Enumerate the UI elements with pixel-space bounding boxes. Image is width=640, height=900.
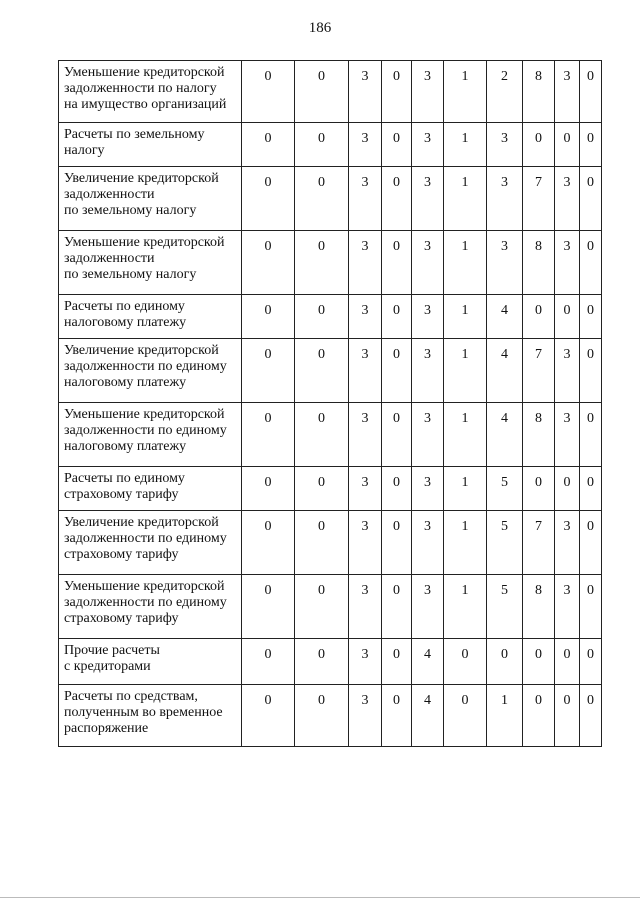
code-digit-cell: 0 bbox=[295, 403, 349, 467]
code-digit-cell: 0 bbox=[382, 61, 412, 123]
code-digit-cell: 0 bbox=[523, 295, 555, 339]
code-digit-cell: 3 bbox=[412, 295, 444, 339]
code-digit-cell: 1 bbox=[444, 295, 487, 339]
table-row bbox=[59, 403, 602, 467]
code-digit-cell: 0 bbox=[555, 123, 580, 167]
code-digit-cell: 3 bbox=[555, 511, 580, 575]
code-digit-cell: 0 bbox=[295, 167, 349, 231]
row-label-line: по земельному налогу bbox=[64, 267, 197, 282]
code-digit-cell: 1 bbox=[444, 339, 487, 403]
code-digit-cell: 0 bbox=[580, 511, 602, 575]
code-digit-cell: 0 bbox=[555, 295, 580, 339]
code-digit-cell: 0 bbox=[382, 403, 412, 467]
row-label-line: задолженности по единому bbox=[64, 423, 227, 438]
row-label-line: Расчеты по средствам, bbox=[64, 689, 198, 704]
row-label bbox=[59, 685, 242, 747]
row-label-line: полученным во временное bbox=[64, 705, 223, 720]
code-digit-cell: 0 bbox=[242, 639, 295, 685]
row-label bbox=[59, 167, 242, 231]
table-row bbox=[59, 511, 602, 575]
code-digit-cell: 3 bbox=[412, 403, 444, 467]
code-digit-cell: 3 bbox=[349, 639, 382, 685]
code-digit-cell: 8 bbox=[523, 231, 555, 295]
row-label-line: Увеличение кредиторской bbox=[64, 343, 219, 358]
row-label bbox=[59, 231, 242, 295]
code-digit-cell: 0 bbox=[382, 467, 412, 511]
code-digit-cell: 0 bbox=[295, 61, 349, 123]
code-digit-cell: 5 bbox=[487, 511, 523, 575]
row-label-line: Расчеты по единому bbox=[64, 471, 185, 486]
table-row bbox=[59, 467, 602, 511]
code-digit-cell: 3 bbox=[349, 295, 382, 339]
code-digit-cell: 3 bbox=[349, 167, 382, 231]
code-digit-cell: 3 bbox=[555, 231, 580, 295]
code-digit-cell: 1 bbox=[444, 403, 487, 467]
code-digit-cell: 0 bbox=[580, 231, 602, 295]
code-digit-cell: 0 bbox=[580, 467, 602, 511]
code-digit-cell: 3 bbox=[555, 575, 580, 639]
code-digit-cell: 3 bbox=[412, 339, 444, 403]
code-digit-cell: 3 bbox=[412, 511, 444, 575]
code-digit-cell: 0 bbox=[580, 339, 602, 403]
code-digit-cell: 8 bbox=[523, 403, 555, 467]
code-digit-cell: 3 bbox=[349, 61, 382, 123]
code-digit-cell: 5 bbox=[487, 467, 523, 511]
table-row bbox=[59, 575, 602, 639]
code-digit-cell: 3 bbox=[349, 403, 382, 467]
code-digit-cell: 4 bbox=[487, 339, 523, 403]
row-label-line: Уменьшение кредиторской bbox=[64, 407, 225, 422]
code-digit-cell: 3 bbox=[487, 167, 523, 231]
code-digit-cell: 3 bbox=[349, 339, 382, 403]
code-digit-cell: 0 bbox=[242, 575, 295, 639]
row-label-line: Прочие расчеты bbox=[64, 643, 160, 658]
row-label-line: задолженности по единому bbox=[64, 531, 227, 546]
row-label-line: задолженности bbox=[64, 251, 155, 266]
code-digit-cell: 0 bbox=[523, 123, 555, 167]
code-digit-cell: 0 bbox=[555, 685, 580, 747]
code-digit-cell: 7 bbox=[523, 167, 555, 231]
code-digit-cell: 7 bbox=[523, 339, 555, 403]
row-label bbox=[59, 467, 242, 511]
code-digit-cell: 1 bbox=[444, 61, 487, 123]
code-digit-cell: 0 bbox=[295, 467, 349, 511]
code-digit-cell: 0 bbox=[444, 639, 487, 685]
code-digit-cell: 7 bbox=[523, 511, 555, 575]
code-digit-cell: 3 bbox=[349, 511, 382, 575]
code-digit-cell: 0 bbox=[580, 61, 602, 123]
code-digit-cell: 0 bbox=[444, 685, 487, 747]
code-digit-cell: 0 bbox=[580, 403, 602, 467]
row-label bbox=[59, 339, 242, 403]
code-digit-cell: 3 bbox=[349, 231, 382, 295]
code-digit-cell: 0 bbox=[382, 123, 412, 167]
code-digit-cell: 0 bbox=[555, 467, 580, 511]
code-digit-cell: 1 bbox=[444, 167, 487, 231]
code-digit-cell: 0 bbox=[382, 639, 412, 685]
code-digit-cell: 0 bbox=[580, 575, 602, 639]
row-label bbox=[59, 639, 242, 685]
row-label-line: Увеличение кредиторской bbox=[64, 171, 219, 186]
code-digit-cell: 1 bbox=[444, 123, 487, 167]
code-digit-cell: 0 bbox=[487, 639, 523, 685]
row-label-line: Уменьшение кредиторской bbox=[64, 579, 225, 594]
code-digit-cell: 4 bbox=[487, 403, 523, 467]
code-digit-cell: 0 bbox=[555, 639, 580, 685]
code-digit-cell: 3 bbox=[487, 123, 523, 167]
code-digit-cell: 0 bbox=[242, 511, 295, 575]
scan-bottom-edge bbox=[0, 897, 640, 898]
table-row bbox=[59, 231, 602, 295]
code-digit-cell: 3 bbox=[412, 231, 444, 295]
row-label-line: страховому тарифу bbox=[64, 487, 179, 502]
row-label-line: распоряжение bbox=[64, 721, 149, 736]
code-digit-cell: 1 bbox=[487, 685, 523, 747]
row-label-line: задолженности по единому bbox=[64, 595, 227, 610]
table-row bbox=[59, 167, 602, 231]
code-digit-cell: 4 bbox=[487, 295, 523, 339]
code-digit-cell: 0 bbox=[580, 685, 602, 747]
code-digit-cell: 3 bbox=[349, 467, 382, 511]
code-digit-cell: 3 bbox=[412, 123, 444, 167]
code-digit-cell: 0 bbox=[382, 295, 412, 339]
code-digit-cell: 0 bbox=[523, 639, 555, 685]
code-digit-cell: 0 bbox=[242, 123, 295, 167]
row-label-line: с кредиторами bbox=[64, 659, 151, 674]
code-digit-cell: 3 bbox=[555, 339, 580, 403]
code-digit-cell: 3 bbox=[412, 61, 444, 123]
code-digit-cell: 0 bbox=[580, 123, 602, 167]
code-digit-cell: 1 bbox=[444, 467, 487, 511]
code-digit-cell: 1 bbox=[444, 511, 487, 575]
code-digit-cell: 0 bbox=[382, 339, 412, 403]
code-digit-cell: 0 bbox=[295, 511, 349, 575]
row-label-line: налоговому платежу bbox=[64, 375, 187, 390]
code-digit-cell: 0 bbox=[295, 123, 349, 167]
row-label bbox=[59, 511, 242, 575]
code-digit-cell: 0 bbox=[295, 639, 349, 685]
code-digit-cell: 8 bbox=[523, 575, 555, 639]
code-digit-cell: 0 bbox=[242, 339, 295, 403]
row-label-line: по земельному налогу bbox=[64, 203, 197, 218]
code-digit-cell: 0 bbox=[382, 231, 412, 295]
code-digit-cell: 0 bbox=[295, 339, 349, 403]
row-label-line: Расчеты по единому bbox=[64, 299, 185, 314]
code-digit-cell: 0 bbox=[580, 167, 602, 231]
code-digit-cell: 0 bbox=[242, 403, 295, 467]
code-digit-cell: 0 bbox=[382, 511, 412, 575]
code-digit-cell: 5 bbox=[487, 575, 523, 639]
code-digit-cell: 3 bbox=[555, 61, 580, 123]
table-row bbox=[59, 639, 602, 685]
code-digit-cell: 0 bbox=[580, 639, 602, 685]
table-row bbox=[59, 123, 602, 167]
table-row bbox=[59, 339, 602, 403]
code-digit-cell: 2 bbox=[487, 61, 523, 123]
code-digit-cell: 0 bbox=[295, 685, 349, 747]
code-digit-cell: 1 bbox=[444, 231, 487, 295]
code-digit-cell: 0 bbox=[523, 685, 555, 747]
code-digit-cell: 3 bbox=[349, 575, 382, 639]
code-digit-cell: 3 bbox=[487, 231, 523, 295]
code-digit-cell: 0 bbox=[295, 295, 349, 339]
code-digit-cell: 0 bbox=[242, 685, 295, 747]
row-label-line: налогу bbox=[64, 143, 105, 158]
table-row bbox=[59, 685, 602, 747]
code-digit-cell: 0 bbox=[382, 575, 412, 639]
code-digit-cell: 3 bbox=[349, 123, 382, 167]
code-digit-cell: 0 bbox=[523, 467, 555, 511]
code-digit-cell: 3 bbox=[412, 575, 444, 639]
row-label bbox=[59, 295, 242, 339]
row-label-line: на имущество организаций bbox=[64, 97, 227, 112]
row-label-line: страховому тарифу bbox=[64, 547, 179, 562]
code-digit-cell: 3 bbox=[412, 167, 444, 231]
code-digit-cell: 3 bbox=[555, 403, 580, 467]
code-digit-cell: 3 bbox=[349, 685, 382, 747]
code-digit-cell: 0 bbox=[242, 467, 295, 511]
page-number: 186 bbox=[308, 20, 332, 36]
row-label bbox=[59, 123, 242, 167]
code-digit-cell: 8 bbox=[523, 61, 555, 123]
code-digit-cell: 4 bbox=[412, 685, 444, 747]
row-label-line: Увеличение кредиторской bbox=[64, 515, 219, 530]
row-label-line: задолженности по налогу bbox=[64, 81, 217, 96]
row-label-line: налоговому платежу bbox=[64, 439, 187, 454]
row-label-line: Уменьшение кредиторской bbox=[64, 235, 225, 250]
code-digit-cell: 0 bbox=[295, 575, 349, 639]
code-digit-cell: 0 bbox=[580, 295, 602, 339]
code-digit-cell: 4 bbox=[412, 639, 444, 685]
row-label-line: Уменьшение кредиторской bbox=[64, 65, 225, 80]
code-digit-cell: 0 bbox=[382, 167, 412, 231]
row-label-line: страховому тарифу bbox=[64, 611, 179, 626]
code-digit-cell: 3 bbox=[555, 167, 580, 231]
row-label bbox=[59, 403, 242, 467]
row-label-line: задолженности по единому bbox=[64, 359, 227, 374]
code-digit-cell: 0 bbox=[242, 167, 295, 231]
row-label bbox=[59, 575, 242, 639]
table-row bbox=[59, 61, 602, 123]
row-label-line: налоговому платежу bbox=[64, 315, 187, 330]
code-digit-cell: 0 bbox=[242, 61, 295, 123]
table-row bbox=[59, 295, 602, 339]
row-label-line: задолженности bbox=[64, 187, 155, 202]
row-label bbox=[59, 61, 242, 123]
code-digit-cell: 0 bbox=[382, 685, 412, 747]
account-code-table bbox=[58, 60, 602, 747]
code-digit-cell: 0 bbox=[242, 231, 295, 295]
code-digit-cell: 3 bbox=[412, 467, 444, 511]
code-digit-cell: 0 bbox=[242, 295, 295, 339]
code-digit-cell: 0 bbox=[295, 231, 349, 295]
row-label-line: Расчеты по земельному bbox=[64, 127, 205, 142]
code-digit-cell: 1 bbox=[444, 575, 487, 639]
